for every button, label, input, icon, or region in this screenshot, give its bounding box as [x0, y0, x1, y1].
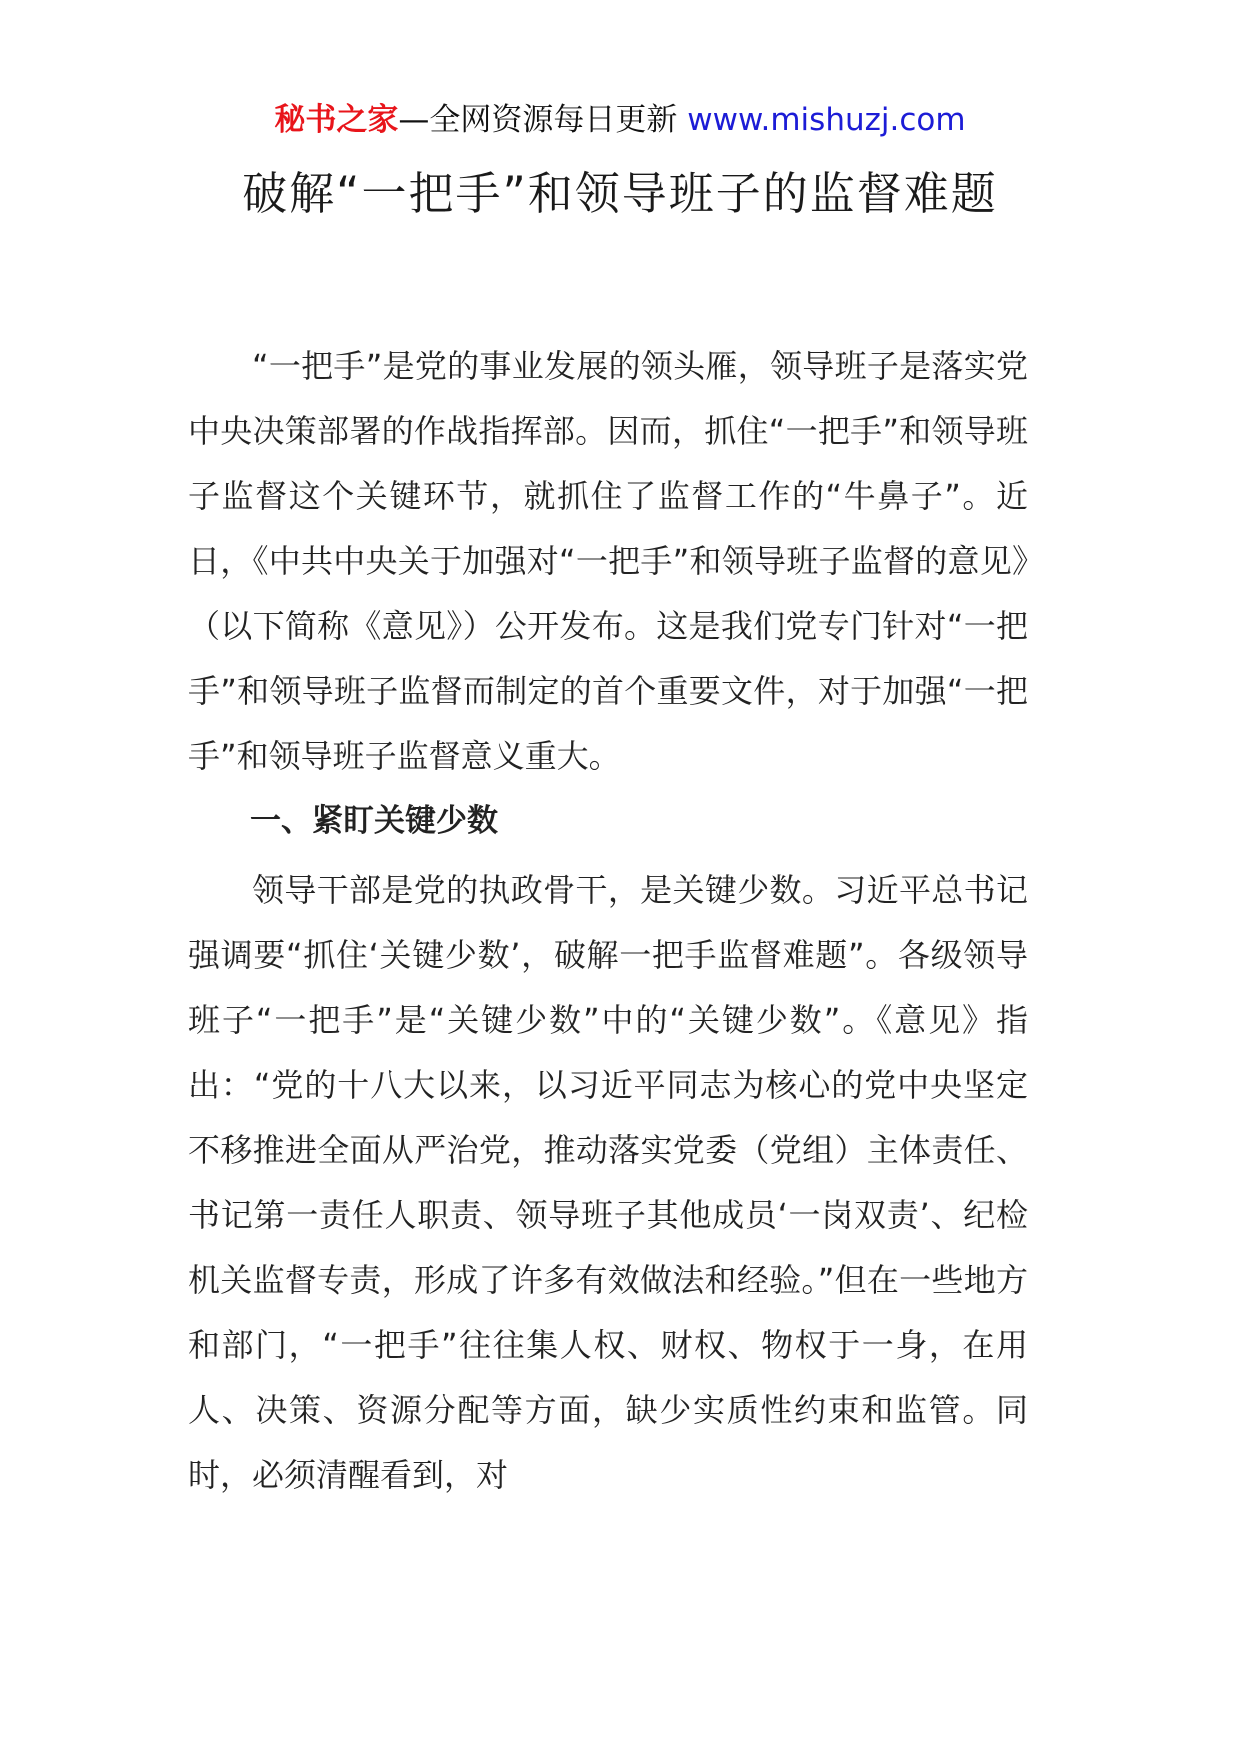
article-title: 破解“一把手”和领导班子的监督难题	[242, 167, 998, 220]
article-body	[188, 334, 1028, 1508]
brand-name: 秘书之家	[274, 102, 399, 138]
section-paragraph: 领导干部是党的执政骨干，是关键少数。习近平总书记强调要“抓住‘关键少数’，破解一把手监督难题”。各级领导班子“一把手”是“关键少数”中的“关键少数”。《意见》指出：“党的十八大以来，以习近平同志为核心的党中央坚定不移推进全面从严治党，推动落实党委（党组）主体责任、书记第一责任人职责、领导班子其他成员‘一岗双责’、纪检机关监督专责，形成了许多有效做法和经验。”但在一些地方和部门，“一把手”往往集人权、财权、物权于一身，在用人、决策、资源分配等方面，缺少实质性约束和监管。同时，必须清醒看到，对	[188, 871, 1028, 1494]
section-heading: 一、紧盯关键少数	[250, 803, 498, 839]
site-header	[0, 98, 1240, 142]
site-url-link[interactable]: www.mishuzj.com	[687, 102, 966, 138]
intro-paragraph: “一把手”是党的事业发展的领头雁，领导班子是落实党中央决策部署的作战指挥部。因而，抓住“一把手”和领导班子监督这个关键环节，就抓住了监督工作的“牛鼻子”。近日，《中共中央关于加强对“一把手”和领导班子监督的意见》（以下简称《意见》）公开发布。这是我们党专门针对“一把手”和领导班子监督而制定的首个重要文件，对于加强“一把手”和领导班子监督意义重大。	[188, 347, 1028, 775]
header-slogan: —全网资源每日更新	[398, 102, 678, 138]
